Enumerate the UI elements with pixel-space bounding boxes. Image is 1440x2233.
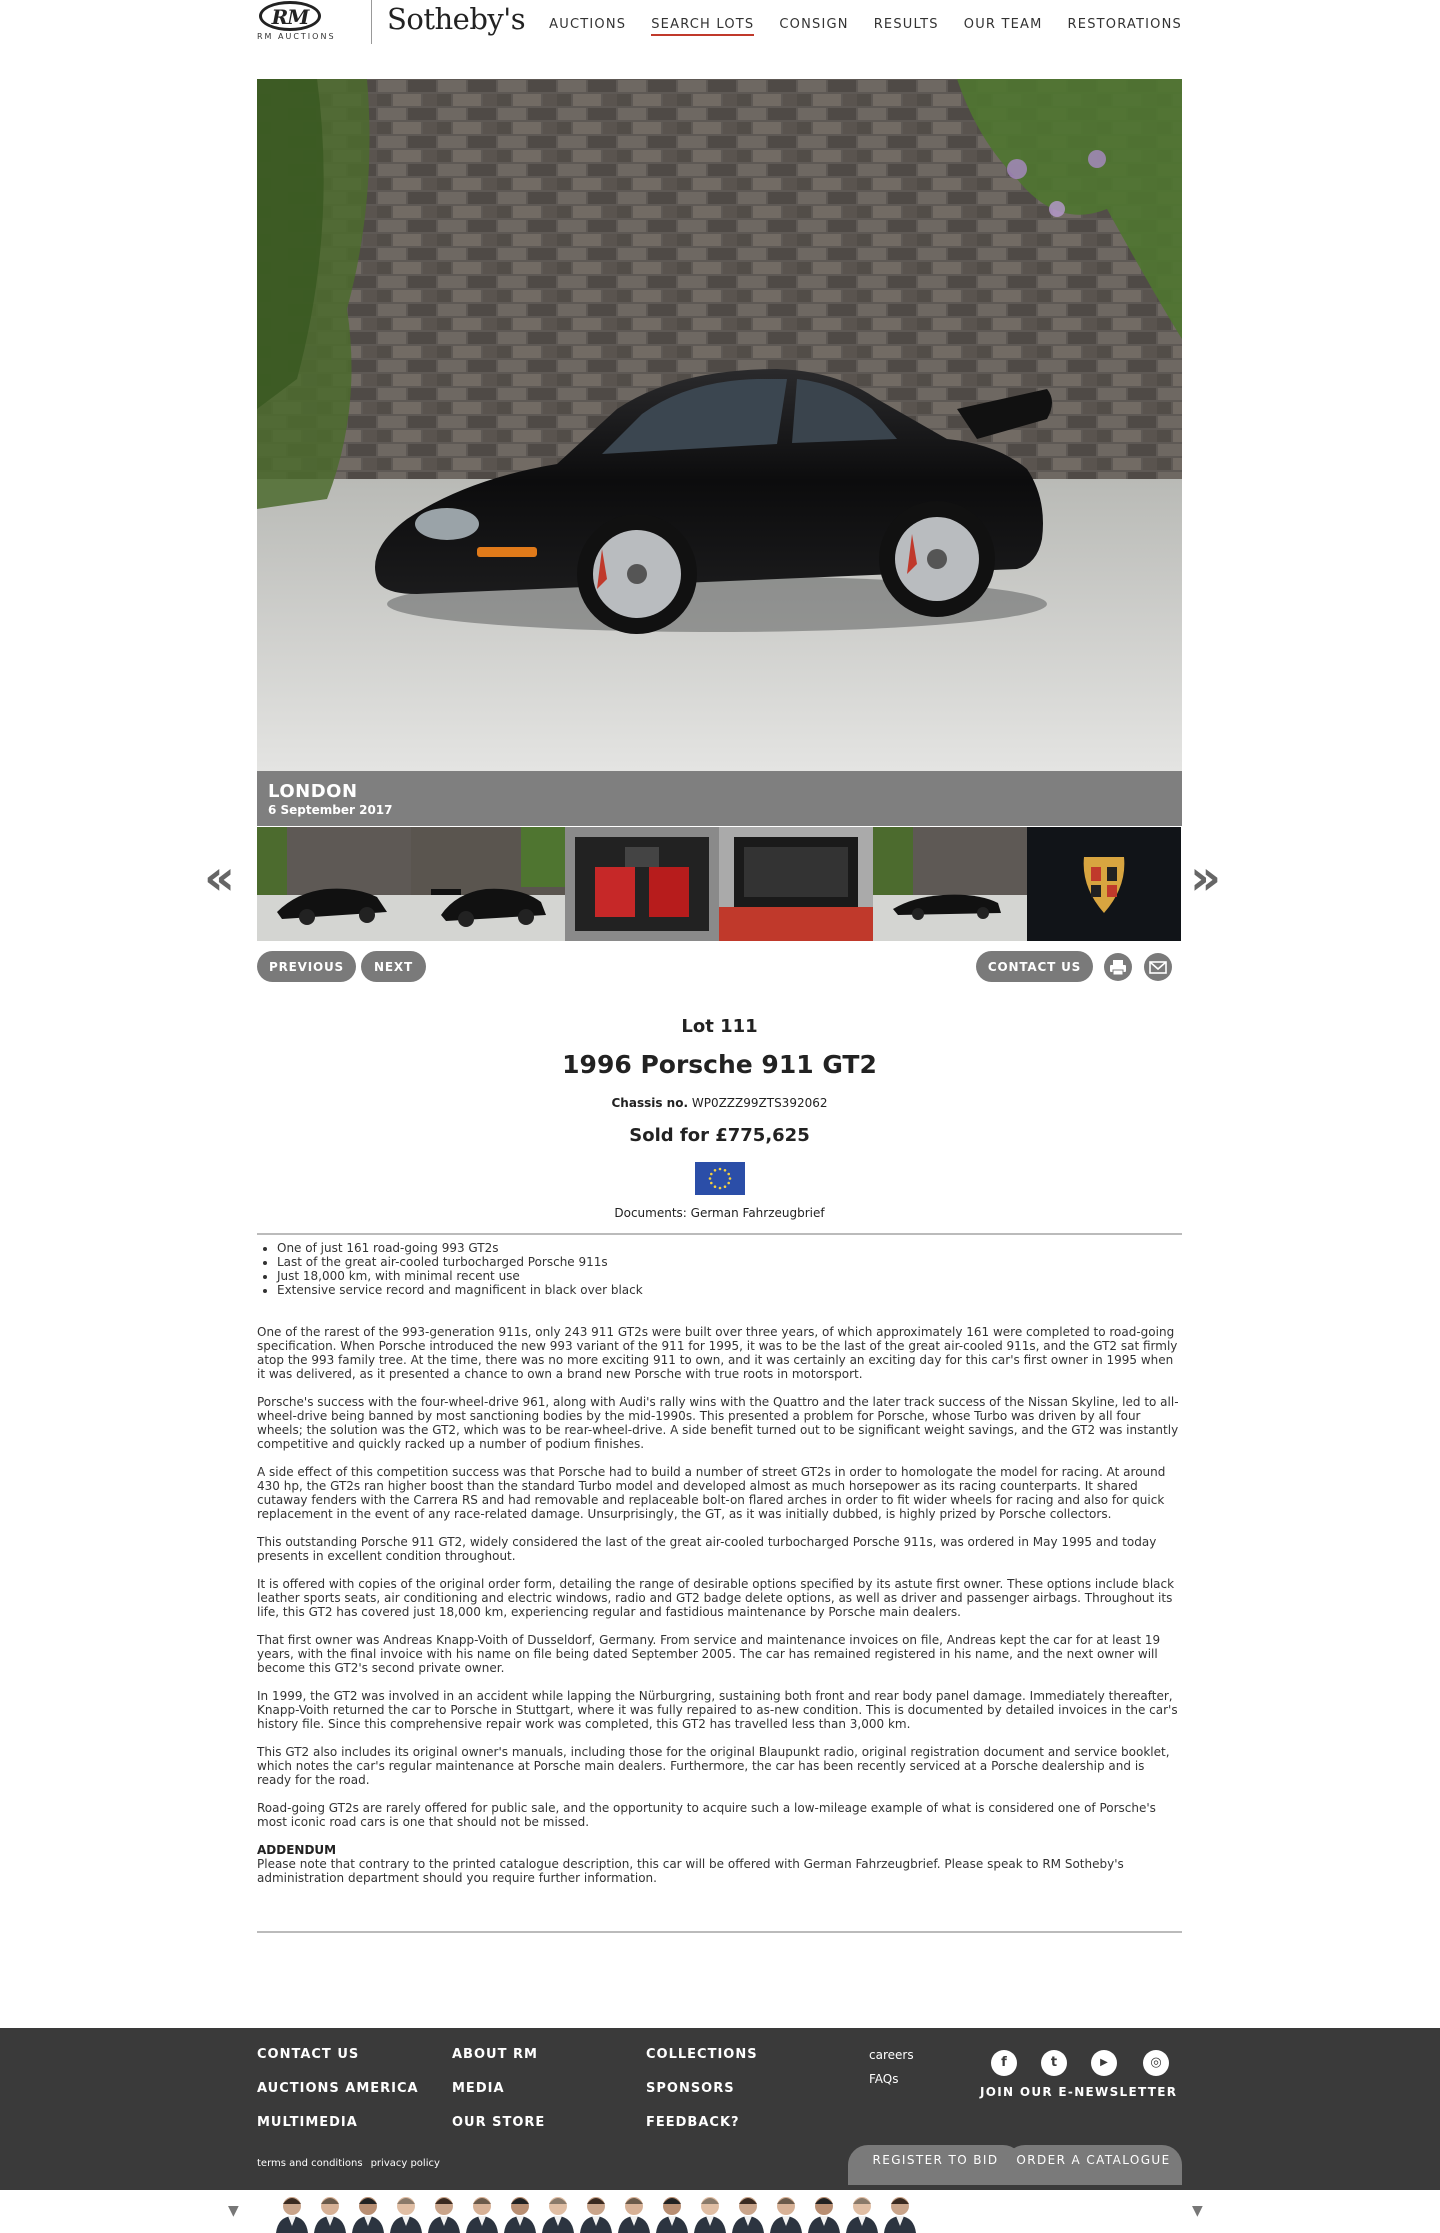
thumbnail-4[interactable] [719,827,873,941]
thumbnail-3[interactable] [565,827,719,941]
brand-wordmark: Sotheby's [387,2,526,36]
team-member-hair [815,2198,833,2204]
instagram-icon[interactable]: ◎ [1143,2050,1169,2076]
description-paragraph: It is offered with copies of the original order form, detailing the range of desirable options specified by its astute first owner. These options include black leather sports seats, air conditioning and electric windows, radio and GT2 badge delete options, as well as driver and passenger airbags. Throughout its life, this GT2 has covered just 18,000 km, experiencing regular and fastidious maintenance by Porsche main dealers. [257,1577,1175,1619]
terms-link[interactable]: terms and conditions [257,2158,363,2169]
lot-number: Lot 111 [681,1016,758,1037]
team-member-hair [359,2198,377,2204]
list-item: • Last of the great air-cooled turbocharged Porsche 911s [277,1255,1177,1269]
team-member-hair [435,2198,453,2204]
list-item: • Extensive service record and magnificent in black over black [277,1283,1177,1297]
team-strip-left-chevron[interactable]: ▼ [228,2203,239,2219]
nav-our-team[interactable]: OUR TEAM [963,17,1043,32]
team-member-hair [777,2198,795,2204]
description-paragraph: One of the rarest of the 993-generation 911s, only 243 911 GT2s were built over three years, of which approximately 161 were completed to road-going specification. When Porsche introduced the new 993 variant of the 911 for 1995, it was to be the last of the great air-cooled 911s, and the GT2 sat firmly atop the 993 family tree. At the time, there was no more exciting 911 to own, and it was certainly an exciting day for this car's first owner in 1995 when it was delivered, as it presented a chance to own a brand new Porsche with true roots in motorsport. [257,1325,1178,1381]
footer-link-media[interactable]: MEDIA [452,2081,505,2096]
team-member-hair [663,2198,681,2204]
description-paragraph: Road-going GT2s are rarely offered for public sale, and the opportunity to acquire such a low-mileage example of what is considered one of Porsche's most iconic road cars is one that should not be missed. [257,1801,1156,1829]
team-strip-right-chevron[interactable]: ▼ [1192,2203,1203,2219]
team-photos [0,2190,1440,2233]
team-strip [0,2190,1440,2233]
footer-link-careers[interactable]: careers [869,2048,914,2062]
description-paragraph: This outstanding Porsche 911 GT2, widely considered the last of the great air-cooled turbocharged Porsche 911s, was ordered in May 1995 and today presents in excellent condition throughout. [257,1535,1157,1563]
newsletter-link[interactable]: JOIN OUR E-NEWSLETTER [980,2085,1178,2099]
addendum-text: Please note that contrary to the printed catalogue description, this car will be offered with German Fahrzeugbrief. Please speak to RM Sotheby's administration department should you require further information. [257,1857,1124,1885]
thumbnail-6[interactable] [1027,827,1181,941]
chassis-line [257,1096,1182,1110]
description-paragraph: A side effect of this competition success was that Porsche had to build a number of street GT2s in order to homologate the model for racing. At around 430 hp, the GT2s ran higher boost than the standard Turbo model and developed almost as much horsepower as its racing counterparts. It shared cutaway fenders with the Carrera RS and had removable and replaceable bolt-on flared arches in order to fit wider wheels for racing and also for quick replacement in the event of any race-related damage. Unsurprisingly, the GT, as it was initially dubbed, is highly prized by Porsche collectors. [257,1465,1166,1521]
thumbnail-strip [257,827,1182,941]
addendum [257,1843,1182,1885]
team-member-hair [625,2198,643,2204]
footer-link-about-rm[interactable]: ABOUT RM [452,2047,538,2062]
logo-divider [371,0,372,44]
team-member-hair [549,2198,567,2204]
twitter-icon[interactable]: t [1041,2050,1067,2076]
contact-us-button[interactable]: CONTACT US [976,951,1093,982]
footer-link-auctions-america[interactable]: AUCTIONS AMERICA [257,2081,419,2096]
footer-column-2 [452,2047,545,2149]
divider-top [257,1233,1182,1235]
documents-line: Documents: German Fahrzeugbrief [614,1206,825,1220]
gallery-prev-arrow[interactable]: « [204,850,236,906]
footer-link-collections[interactable]: COLLECTIONS [646,2047,758,2062]
lot-description [257,1325,1182,1885]
list-item: • One of just 161 road-going 993 GT2s [277,1241,1177,1255]
nav-auctions[interactable]: AUCTIONS [549,17,627,32]
footer-link-feedback[interactable]: FEEDBACK? [646,2115,740,2130]
description-paragraph: This GT2 also includes its original owner's manuals, including those for the original Blaupunkt radio, original registration document and service booklet, which notes the car's regular maintenance at Porsche main dealers. Furthermore, the car has been recently serviced at a Porsche dealership and is ready for the road. [257,1745,1170,1787]
lot-title: 1996 Porsche 911 GT2 [562,1050,877,1079]
footer-link-contact-us[interactable]: CONTACT US [257,2047,360,2062]
team-member-hair [853,2198,871,2204]
print-button[interactable] [1104,953,1132,981]
description-paragraph: In 1999, the GT2 was involved in an accident while lapping the Nürburgring, sustaining both front and rear body panel damage. Immediately thereafter, Knapp-Voith returned the car to Porsche in Stuttgart, where it was fully repaired to as-new condition. This is documented by detailed invoices in the car's history file. Since this comprehensive repair work was completed, this GT2 has travelled less than 3,000 km. [257,1689,1178,1731]
team-member-hair [739,2198,757,2204]
description-paragraph: Porsche's success with the four-wheel-drive 961, along with Audi's rally wins with the Quattro and the later track success of the Nissan Skyline, led to all-wheel-drive being banned by most sanctioning bodies by the mid-1990s. This presented a problem for Porsche, whose Turbo was driven by all four wheels; the solution was the GT2, which was to be rear-wheel-drive. A side benefit turned out to be significant weight savings, and the GT2 was instantly competitive and quickly racked up a number of podium finishes. [257,1395,1179,1451]
next-lot-button[interactable]: NEXT [361,951,426,982]
team-member-hair [283,2198,301,2204]
email-button[interactable] [1144,953,1172,981]
nav-search-lots[interactable]: SEARCH LOTS [651,17,754,36]
addendum-heading: ADDENDUM [257,1843,337,1857]
nav-results[interactable]: RESULTS [873,17,939,32]
team-member-hair [473,2198,491,2204]
team-member-hair [587,2198,605,2204]
rm-logo-oval [259,1,321,31]
privacy-link[interactable]: privacy policy [370,2158,440,2169]
footer-small-links [869,2048,914,2096]
site-logo[interactable] [257,0,527,48]
description-paragraph: That first owner was Andreas Knapp-Voith of Dusseldorf, Germany. From service and maintenance invoices on file, Andreas kept the car for at least 19 years, with the final invoice with his name on file being dated September 2005. The car has remained registered in his name, and the next owner will become this GT2's second private owner. [257,1633,1161,1675]
gallery-next-arrow[interactable]: » [1190,850,1222,906]
footer-link-multimedia[interactable]: MULTIMEDIA [257,2115,358,2130]
nav-consign[interactable]: CONSIGN [779,17,849,32]
footer-link-sponsors[interactable]: SPONSORS [646,2081,735,2096]
team-member-hair [511,2198,529,2204]
divider-bottom [257,1931,1182,1933]
team-member-hair [321,2198,339,2204]
team-member-hair [397,2198,415,2204]
facebook-icon[interactable]: f [991,2050,1017,2076]
rm-logo-subtitle: RM AUCTIONS [257,32,336,41]
footer-link-faqs[interactable]: FAQs [869,2072,899,2086]
register-to-bid-button[interactable]: REGISTER TO BID [848,2145,1023,2185]
nav-restorations[interactable]: RESTORATIONS [1067,17,1182,32]
thumbnail-1[interactable] [257,827,411,941]
previous-lot-button[interactable]: PREVIOUS [257,951,356,982]
youtube-icon[interactable]: ▶ [1091,2050,1117,2076]
rm-logo-text: RM [271,5,309,29]
site-header [257,0,1182,50]
footer-column-3 [646,2047,758,2149]
thumbnail-2[interactable] [411,827,565,941]
sale-caption [257,771,1182,826]
order-catalogue-button[interactable]: ORDER A CATALOGUE [1005,2145,1182,2185]
footer-column-1 [257,2047,419,2149]
list-item: • Just 18,000 km, with minimal recent use [277,1269,1177,1283]
thumbnail-5[interactable] [873,827,1027,941]
footer-link-our-store[interactable]: OUR STORE [452,2115,546,2130]
sale-date: 6 September 2017 [268,803,393,817]
sold-price: Sold for £775,625 [629,1125,810,1146]
hero-image[interactable] [257,79,1182,771]
main-nav [524,17,1182,36]
chassis-label: Chassis no. [611,1096,689,1110]
chassis-value: WP0ZZZ99ZTS392062 [691,1096,828,1110]
print-icon [1104,953,1132,981]
car-photo [257,79,1182,771]
email-icon [1144,953,1172,981]
highlights-list [277,1241,1177,1297]
footer-legal [257,2158,448,2169]
team-member-hair [701,2198,719,2204]
sale-location: LONDON [268,781,358,802]
eu-flag-icon [695,1162,745,1195]
team-member-hair [891,2198,909,2204]
